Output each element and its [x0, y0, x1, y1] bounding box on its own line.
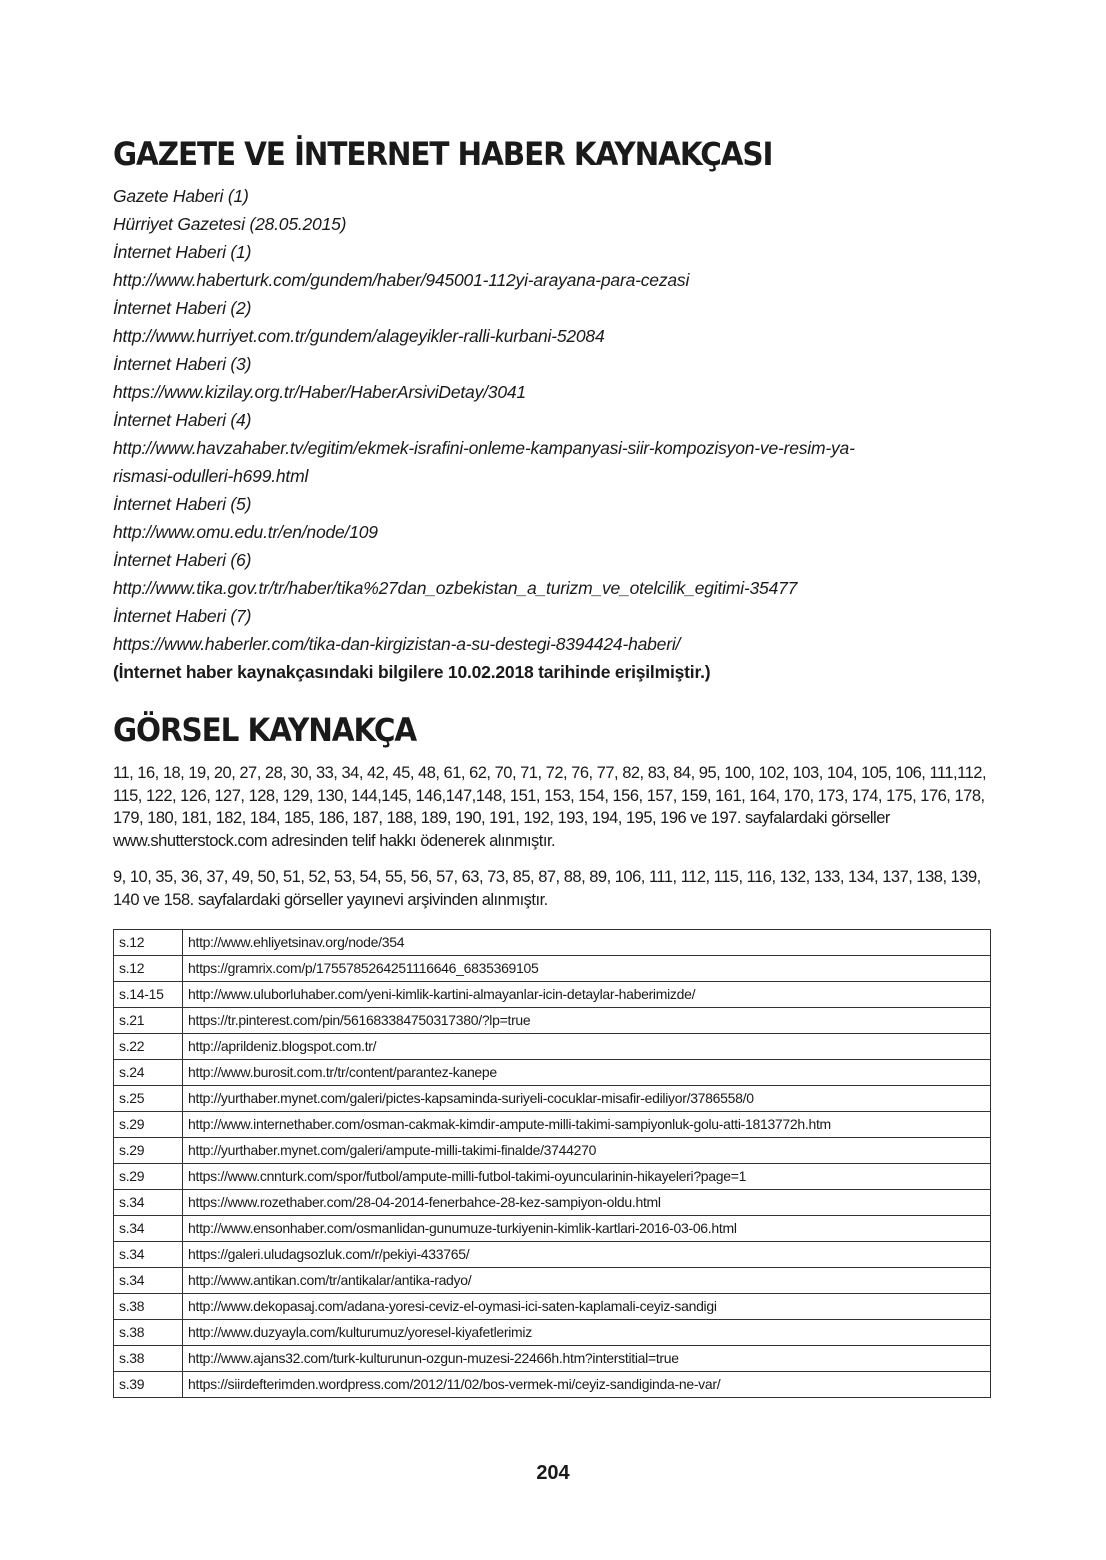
- page-cell: s.34: [114, 1216, 183, 1242]
- reference-url: http://www.hurriyet.com.tr/gundem/alageyikler-ralli-kurbani-52084: [113, 326, 605, 346]
- page-cell: s.12: [114, 956, 183, 982]
- url-cell: http://www.ajans32.com/turk-kulturunun-ozgun-muzesi-22466h.htm?interstitial=true: [183, 1346, 991, 1372]
- page-cell: s.22: [114, 1034, 183, 1060]
- reference-label: Gazete Haberi (1): [113, 186, 249, 206]
- page-cell: s.38: [114, 1294, 183, 1320]
- reference-label: İnternet Haberi (7): [113, 606, 252, 626]
- reference-url: http://www.havzahaber.tv/egitim/ekmek-israfini-onleme-kampanyasi-siir-kompozisyon-ve-resim-ya-: [113, 438, 855, 458]
- page-cell: s.29: [114, 1164, 183, 1190]
- reference-label: İnternet Haberi (6): [113, 550, 252, 570]
- table-row: [114, 1008, 991, 1034]
- page-cell: s.38: [114, 1346, 183, 1372]
- table-row: [114, 1216, 991, 1242]
- access-date-note: (İnternet haber kaynakçasındaki bilgilere 10.02.2018 tarihinde erişilmiştir.): [113, 662, 711, 682]
- table-row: [114, 1112, 991, 1138]
- url-cell: https://www.cnnturk.com/spor/futbol/ampute-milli-futbol-takimi-oyuncularinin-hikayeleri?page=1: [183, 1164, 991, 1190]
- page-number: 204: [536, 1462, 570, 1484]
- table-row: [114, 956, 991, 982]
- news-references-heading: GAZETE VE İNTERNET HABER KAYNAKÇASI: [113, 135, 773, 173]
- url-cell: http://www.duzyayla.com/kulturumuz/yoresel-kiyafetlerimiz: [183, 1320, 991, 1346]
- url-cell: https://siirdefterimden.wordpress.com/2012/11/02/bos-vermek-mi/ceyiz-sandiginda-ne-var/: [183, 1372, 991, 1398]
- reference-url: http://www.haberturk.com/gundem/haber/945001-112yi-arayana-para-cezasi: [113, 270, 690, 290]
- reference-url: https://www.haberler.com/tika-dan-kirgizistan-a-su-destegi-8394424-haberi/: [113, 634, 681, 654]
- table-row: [114, 1060, 991, 1086]
- url-cell: https://www.rozethaber.com/28-04-2014-fenerbahce-28-kez-sampiyon-oldu.html: [183, 1190, 991, 1216]
- table-row: [114, 1086, 991, 1112]
- reference-label: İnternet Haberi (1): [113, 242, 252, 262]
- page-cell: s.29: [114, 1138, 183, 1164]
- table-row: [114, 1138, 991, 1164]
- table-row: [114, 1190, 991, 1216]
- visual-references-heading: GÖRSEL KAYNAKÇA: [113, 711, 417, 749]
- table-row: [114, 930, 991, 956]
- url-cell: https://gramrix.com/p/1755785264251116646_6835369105: [183, 956, 991, 982]
- table-row: [114, 1346, 991, 1372]
- page-cell: s.34: [114, 1242, 183, 1268]
- url-cell: https://tr.pinterest.com/pin/561683384750317380/?lp=true: [183, 1008, 991, 1034]
- reference-label: İnternet Haberi (4): [113, 410, 252, 430]
- url-cell: http://www.ensonhaber.com/osmanlidan-gunumuze-turkiyenin-kimlik-kartlari-2016-03-06.html: [183, 1216, 991, 1242]
- reference-label: İnternet Haberi (5): [113, 494, 252, 514]
- reference-url: rismasi-odulleri-h699.html: [113, 466, 309, 486]
- url-cell: https://galeri.uludagsozluk.com/r/pekiyi-433765/: [183, 1242, 991, 1268]
- url-cell: http://www.dekopasaj.com/adana-yoresi-ceviz-el-oymasi-ici-saten-kaplamali-ceyiz-sandigi: [183, 1294, 991, 1320]
- shutterstock-pages-paragraph: 11, 16, 18, 19, 20, 27, 28, 30, 33, 34, 42, 45, 48, 61, 62, 70, 71, 72, 76, 77, 82, 83, 84, 95, 100, 102, 103, 104, 105, 106, 111,112, 115, 122, 126, 127, 128, 129, 130, 144,145, 146,147,148, 151, 153, 154, 156, 157, 159, 161, 164, 170, 173, 174, 175, 176, 178, 179, 180, 181, 182, 184, 185, 186, 187, 188, 189, 190, 191, 192, 193, 194, 195, 196 ve 197. sayfalardaki görseller www.shutterstock.com adresinden telif hakkı ödenerek alınmıştır.: [113, 764, 987, 850]
- table-row: [114, 1294, 991, 1320]
- visual-sources-table: [113, 929, 991, 1398]
- archive-pages-paragraph: 9, 10, 35, 36, 37, 49, 50, 51, 52, 53, 54, 55, 56, 57, 63, 73, 85, 87, 88, 89, 106, 111, 112, 115, 116, 132, 133, 134, 137, 138, 139, 140 ve 158. sayfalardaki görseller yayınevi arşivinden alınmıştır.: [113, 868, 981, 909]
- url-cell: http://www.burosit.com.tr/tr/content/parantez-kanepe: [183, 1060, 991, 1086]
- page-cell: s.12: [114, 930, 183, 956]
- reference-url: https://www.kizilay.org.tr/Haber/HaberArsiviDetay/3041: [113, 382, 526, 402]
- page-cell: s.39: [114, 1372, 183, 1398]
- table-row: [114, 982, 991, 1008]
- url-cell: http://aprildeniz.blogspot.com.tr/: [183, 1034, 991, 1060]
- reference-label: İnternet Haberi (2): [113, 298, 252, 318]
- page-cell: s.24: [114, 1060, 183, 1086]
- table-row: [114, 1164, 991, 1190]
- reference-url: http://www.tika.gov.tr/tr/haber/tika%27dan_ozbekistan_a_turizm_ve_otelcilik_egitimi-35477: [113, 578, 798, 598]
- url-cell: http://www.antikan.com/tr/antikalar/antika-radyo/: [183, 1268, 991, 1294]
- table-row: [114, 1034, 991, 1060]
- page-cell: s.38: [114, 1320, 183, 1346]
- reference-url: http://www.omu.edu.tr/en/node/109: [113, 522, 378, 542]
- reference-label: Hürriyet Gazetesi (28.05.2015): [113, 214, 347, 234]
- url-cell: http://yurthaber.mynet.com/galeri/pictes-kapsaminda-suriyeli-cocuklar-misafir-ediliyor/3786558/0: [183, 1086, 991, 1112]
- page-content: [113, 132, 993, 1398]
- table-row: [114, 1242, 991, 1268]
- url-cell: http://www.internethaber.com/osman-cakmak-kimdir-ampute-milli-takimi-sampiyonluk-golu-atti-1813772h.htm: [183, 1112, 991, 1138]
- page-cell: s.29: [114, 1112, 183, 1138]
- reference-label: İnternet Haberi (3): [113, 354, 252, 374]
- table-row: [114, 1268, 991, 1294]
- url-cell: http://www.ehliyetsinav.org/node/354: [183, 930, 991, 956]
- page-cell: s.25: [114, 1086, 183, 1112]
- table-row: [114, 1372, 991, 1398]
- url-cell: http://yurthaber.mynet.com/galeri/ampute-milli-takimi-finalde/3744270: [183, 1138, 991, 1164]
- table-row: [114, 1320, 991, 1346]
- url-cell: http://www.uluborluhaber.com/yeni-kimlik-kartini-almayanlar-icin-detaylar-haberimizde/: [183, 982, 991, 1008]
- news-references-list: [113, 182, 993, 658]
- page-cell: s.14-15: [114, 982, 183, 1008]
- page-cell: s.21: [114, 1008, 183, 1034]
- page-cell: s.34: [114, 1190, 183, 1216]
- page-cell: s.34: [114, 1268, 183, 1294]
